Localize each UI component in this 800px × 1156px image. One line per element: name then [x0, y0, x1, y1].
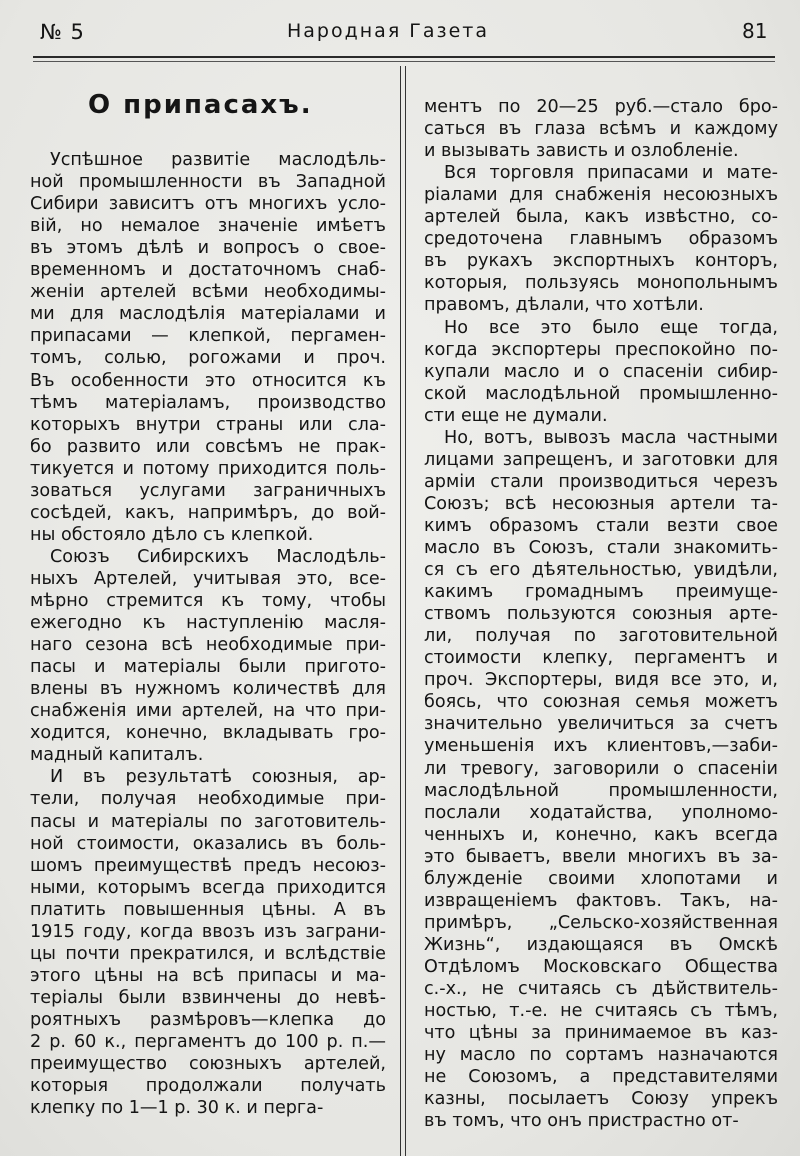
text-line: которыя продолжали получать: [30, 1076, 386, 1097]
text-line: ли тревогу, заговорили о спасеніи: [424, 758, 778, 779]
text-line: Союзъ Сибирскихъ Маслодѣль-: [50, 546, 386, 567]
column-divider-second: [405, 66, 406, 1156]
text-line: ми для маслодѣлія матеріалами и: [30, 304, 386, 325]
text-line: тѣмъ матеріаламъ, производство: [30, 392, 386, 413]
text-line: И въ результатѣ союзныя, ар-: [50, 767, 386, 788]
text-line: пасы и матеріалы были пригото-: [30, 657, 386, 678]
text-line: въ томъ, что онъ пристрастно от-: [424, 1111, 739, 1132]
text-line: Сибири зависитъ отъ многихъ усло-: [30, 194, 386, 215]
text-line: масло въ Союзъ, стали знакомить-: [424, 538, 778, 558]
text-line: шомъ преимуществѣ предъ несоюз-: [30, 855, 386, 876]
text-line: влены въ нужномъ количествѣ для: [30, 679, 386, 700]
text-line: ходится, конечно, вкладывать гро-: [30, 723, 386, 744]
text-line: мѣрно стремится къ тому, чтобы: [30, 591, 386, 611]
text-line: припасами — клепкой, пергамен-: [30, 326, 386, 347]
text-line: примѣръ, „Сельско-хозяйственная: [424, 912, 778, 933]
text-line: въ этомъ дѣлѣ и вопросъ о свое-: [30, 238, 386, 259]
text-line: цы почти прекратился, и вслѣдствіе: [30, 943, 386, 964]
text-line: женіи артелей всѣми необходимы-: [30, 282, 386, 303]
text-line: которыя, пользуясь монопольнымъ: [424, 273, 778, 294]
text-line: Но все это было еще тогда,: [444, 317, 778, 338]
text-line: временномъ и достаточномъ снаб-: [30, 260, 386, 281]
text-line: этого цѣны на всѣ припасы и ма-: [30, 965, 386, 986]
issue-number: № 5: [40, 20, 85, 44]
text-line: ріалами для снабженія несоюзныхъ: [424, 185, 778, 206]
text-line: сосѣдей, какъ, напримѣръ, до вой-: [30, 502, 386, 523]
text-line: правомъ, дѣлали, что хотѣли.: [424, 295, 704, 316]
text-line: зоваться услугами заграничныхъ: [30, 480, 386, 501]
text-line: кимъ образомъ стали везти свое: [424, 515, 778, 536]
text-line: вій, но немалое значеніе имѣетъ: [30, 216, 386, 237]
text-line: ностью, т.-е. не считаясь съ тѣмъ,: [424, 1001, 778, 1022]
text-line: бо развито или совсѣмъ не прак-: [30, 436, 386, 457]
text-line: Союзъ; всѣ несоюзныя артели та-: [424, 493, 778, 514]
text-line: боясь, что союзная семья можетъ: [424, 692, 778, 713]
article-title: О припасахъ.: [88, 90, 313, 120]
text-line: послали ходатайства, уполномо-: [424, 802, 778, 823]
text-line: маслодѣльной промышленности,: [424, 780, 778, 801]
text-line: и вызывать зависть и озлобленіе.: [424, 141, 739, 162]
column-divider: [400, 66, 401, 1156]
header-rule: [33, 56, 775, 58]
text-line: ченныхъ и, конечно, какъ всегда: [424, 824, 778, 845]
text-line: 1915 году, когда ввозъ изъ заграни-: [30, 921, 386, 942]
text-line: преимущество союзныхъ артелей,: [30, 1054, 386, 1075]
text-line: ной стоимости, оказались въ боль-: [30, 833, 386, 854]
text-line: Жизнь“, издающаяся въ Омскѣ: [424, 934, 778, 955]
page-header: [0, 0, 800, 70]
text-line: не Союзомъ, а представителями: [424, 1067, 778, 1088]
text-line: ежегодно къ наступленію масля-: [30, 613, 386, 634]
text-line: проч. Экспортеры, видя все это, и,: [424, 670, 778, 691]
text-line: это бываетъ, ввели многихъ въ за-: [424, 846, 778, 867]
text-line: с.-х., не считаясь съ дѣйствитель-: [424, 979, 778, 999]
text-line: сти еще не думали.: [424, 405, 608, 426]
text-line: стоимости клепку, пергаментъ и: [424, 648, 778, 669]
text-line: 2 р. 60 к., пергаментъ до 100 р. п.—: [30, 1032, 386, 1052]
text-line: которыхъ внутри страны или сла-: [30, 414, 386, 435]
text-line: саться въ глаза всѣмъ и каждому: [424, 119, 778, 140]
text-line: Въ особенности это относится къ: [30, 370, 386, 391]
text-line: Успѣшное развитіе маслодѣль-: [50, 150, 386, 170]
text-line: Но, вотъ, вывозъ масла частными: [444, 427, 778, 448]
text-line: клепку по 1—1 р. 30 к. и перга-: [30, 1098, 324, 1119]
text-line: теріалы были взвинчены до невѣ-: [30, 987, 386, 1008]
text-line: средоточена главнымъ образомъ: [424, 229, 778, 250]
text-line: казны, посылаетъ Союзу упрекъ: [424, 1089, 778, 1110]
text-line: въ рукахъ экспортныхъ конторъ,: [424, 251, 778, 272]
text-line: платить повышенныя цѣны. А въ: [30, 899, 386, 920]
text-line: снабженія ими артелей, на что при-: [30, 701, 386, 722]
text-line: ны обстояло дѣло съ клепкой.: [30, 524, 314, 545]
text-line: пасы и матеріалы по заготовитель-: [30, 811, 386, 832]
text-line: извращеніемъ фактовъ. Такъ, на-: [424, 890, 778, 911]
text-line: что цѣны за принимаемое въ каз-: [424, 1023, 778, 1044]
text-line: купали масло и о спасеніи сибир-: [424, 361, 778, 382]
text-line: ствомъ пользуются союзныя арте-: [424, 604, 778, 625]
text-line: ной промышленности въ Западной: [30, 172, 386, 193]
text-line: артелей была, какъ извѣстно, со-: [424, 207, 778, 228]
text-line: значительно увеличиться за счетъ: [424, 714, 778, 735]
text-line: арміи стали производиться черезъ: [424, 471, 778, 492]
text-line: мадный капиталъ.: [30, 745, 204, 766]
text-line: блужденіе своими хлопотами и: [424, 868, 778, 889]
text-line: когда экспортеры преспокойно по-: [424, 339, 778, 360]
text-line: какимъ громаднымъ преимуще-: [424, 582, 778, 603]
text-line: уменьшенія ихъ клиентовъ,—заби-: [424, 736, 778, 757]
text-line: ныхъ Артелей, учитывая это, все-: [30, 568, 386, 589]
text-line: ными, которымъ всегда приходится: [30, 877, 386, 898]
text-line: ской маслодѣльной промышленно-: [424, 383, 778, 404]
text-line: ментъ по 20—25 руб.—стало бро-: [424, 97, 778, 117]
text-line: тикуется и потому приходится поль-: [30, 458, 386, 479]
newspaper-title: Народная Газета: [287, 20, 490, 42]
text-line: лицами запрещенъ, и заготовки для: [424, 449, 778, 470]
text-line: ся съ его дѣятельностью, увидѣли,: [424, 560, 778, 581]
text-line: Вся торговля припасами и мате-: [444, 163, 778, 184]
page-number: 81: [742, 19, 768, 43]
text-line: Отдѣломъ Московскаго Общества: [424, 956, 778, 977]
text-line: тели, получая необходимые при-: [30, 789, 386, 810]
text-line: наго сезона всѣ необходимые при-: [30, 635, 386, 656]
text-line: ну масло по сортамъ назначаются: [424, 1045, 778, 1066]
text-line: ли, получая по заготовительной: [424, 626, 778, 647]
text-line: томъ, солью, рогожами и проч.: [30, 348, 386, 369]
header-rule-thin: [33, 61, 775, 62]
text-line: роятныхъ размѣровъ—клепка до: [30, 1009, 386, 1030]
